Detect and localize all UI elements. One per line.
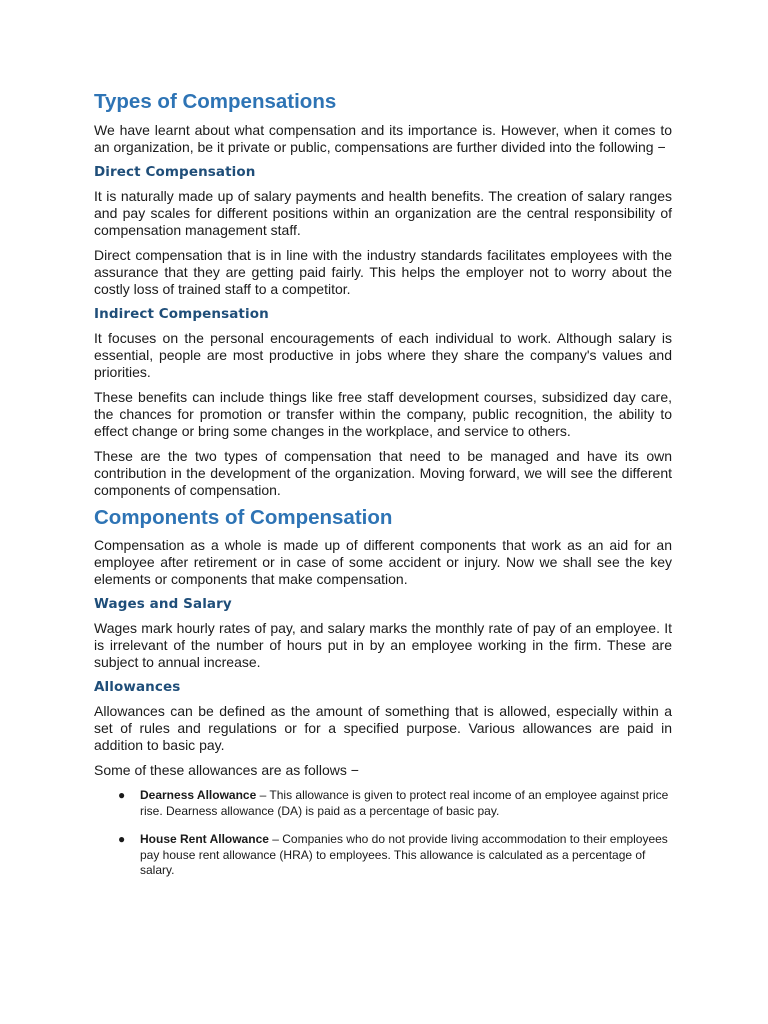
paragraph-indirect-3: These are the two types of compensation that need to be managed and have its own contribution in the development of the organization. Moving forward, we will see the different components of compensation. [94, 448, 672, 498]
paragraph-indirect-1: It focuses on the personal encouragements of each individual to work. Although salary is essential, people are most productive in jobs where they share the company's values and priorities. [94, 330, 672, 380]
paragraph-direct-1: It is naturally made up of salary payments and health benefits. The creation of salary ranges and pay scales for different positions within an organization are the central responsibility of compensation management staff. [94, 188, 672, 238]
paragraph-wages-1: Wages mark hourly rates of pay, and salary marks the monthly rate of pay of an employee. It is irrelevant of the number of hours put in by an employee working in the firm. These are subject to annual increase. [94, 620, 672, 670]
paragraph-types-intro: We have learnt about what compensation and its importance is. However, when it comes to an organization, be it private or public, compensations are further divided into the following − [94, 122, 672, 155]
allowances-list [94, 788, 672, 879]
heading-direct-compensation: Direct Compensation [94, 164, 256, 180]
paragraph-direct-2: Direct compensation that is in line with the industry standards facilitates employees with the assurance that they are getting paid fairly. This helps the employer not to worry about the costly loss of trained staff to a competitor. [94, 247, 672, 297]
paragraph-components-intro: Compensation as a whole is made up of different components that work as an aid for an employee after retirement or in case of some accident or injury. Now we shall see the key elements or components that make compensation. [94, 537, 672, 587]
list-item-text: This allowance is given to protect real income of an employee against price rise. Dearness allowance (DA) is paid as a percentage of basic pay. [140, 788, 669, 818]
document-page [94, 88, 672, 879]
list-item [94, 832, 672, 879]
heading-indirect-compensation: Indirect Compensation [94, 306, 269, 322]
list-item-term: Dearness Allowance [140, 788, 257, 802]
list-item-separator: – [268, 832, 283, 846]
section-title-types: Types of Compensations [94, 90, 337, 113]
list-item-separator: – [256, 788, 270, 802]
heading-wages-salary: Wages and Salary [94, 596, 232, 612]
section-title-components: Components of Compensation [94, 506, 393, 529]
list-item [94, 788, 672, 819]
bullet-icon: ● [118, 832, 126, 846]
list-item-text: Companies who do not provide living accommodation to their employees pay house rent allowance (HRA) to employees. This allowance is calculated as a percentage of salary. [140, 832, 668, 877]
bullet-icon: ● [118, 788, 126, 802]
paragraph-indirect-2: These benefits can include things like free staff development courses, subsidized day care, the chances for promotion or transfer within the company, public recognition, the ability to effect change or bring some changes in the workplace, and service to others. [94, 389, 672, 439]
heading-allowances: Allowances [94, 679, 181, 695]
list-item-term: House Rent Allowance [140, 832, 269, 846]
paragraph-allowances-1: Allowances can be defined as the amount of something that is allowed, especially within a set of rules and regulations or for a specified purpose. Various allowances are paid in addition to basic pay. [94, 703, 672, 753]
paragraph-allowances-2: Some of these allowances are as follows − [94, 762, 359, 778]
